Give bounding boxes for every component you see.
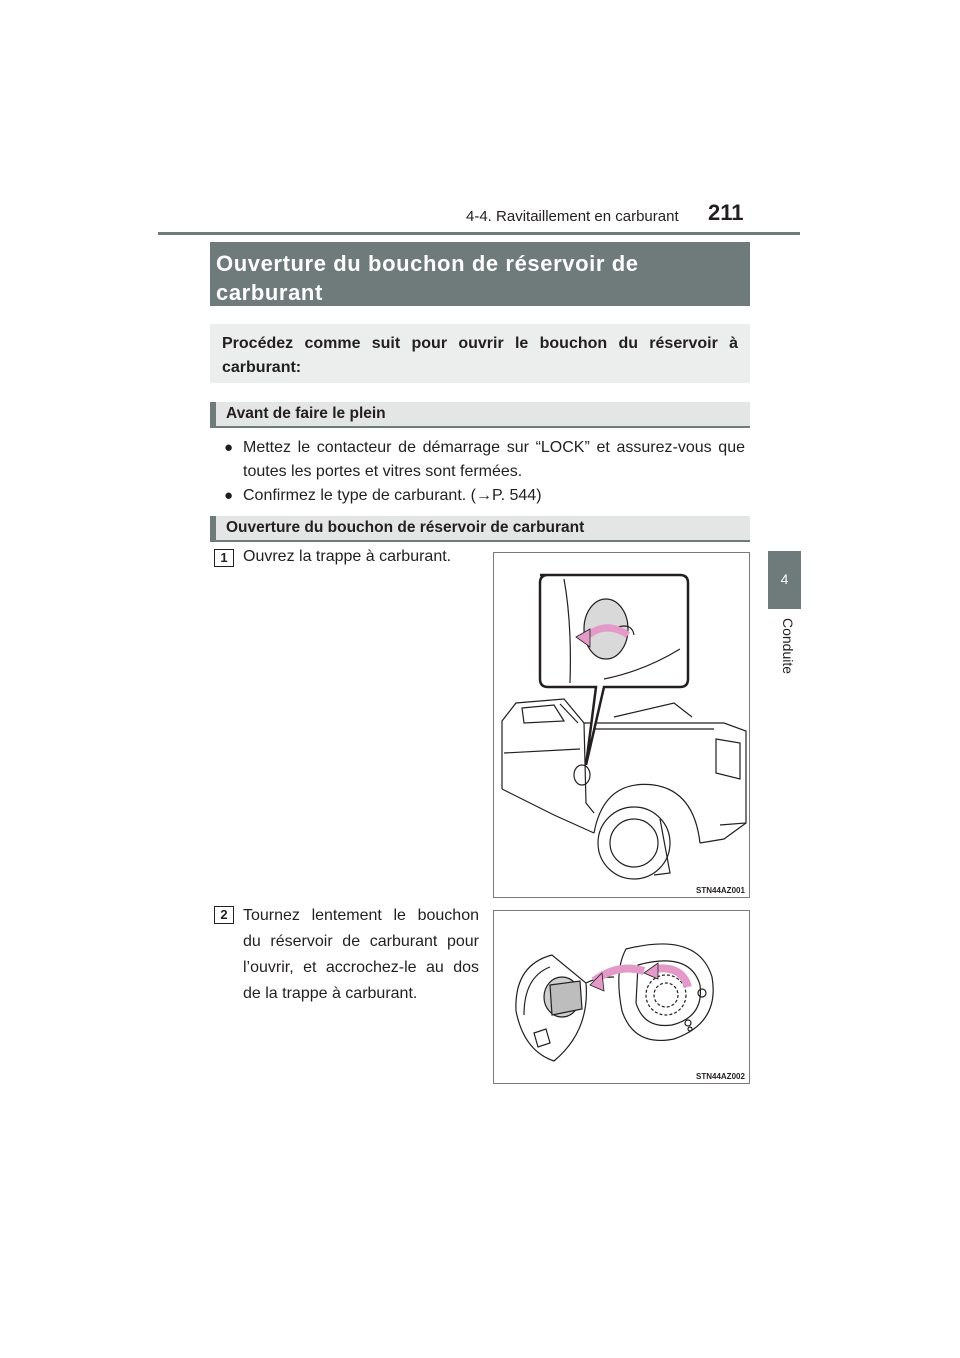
step-text: Ouvrez la trappe à carburant. [243,548,452,565]
header-divider [158,232,800,235]
fuel-cap-illustration [494,911,749,1083]
figure-code: STN44AZ001 [696,886,745,895]
bullet-text: Confirmez le type de carburant. (→P. 544) [243,487,542,504]
subheading-before-refuel: Avant de faire le plein [210,402,750,428]
step-number: 2 [214,906,234,924]
bullet-item [224,484,745,508]
bullet-text: Mettez le contacteur de démarrage sur “LOCK” et assurez-vous que toutes les portes et vitres sont fermées. [243,439,745,480]
step-text: Tournez lentement le bouchon du réservoir de carburant pour l’ouvrir, et accrochez-le au dos de la trappe à carburant. [243,907,479,1002]
section-title: 4-4. Ravitaillement en carburant [466,208,679,225]
bullet-item [224,436,745,484]
bullet-icon: ● [224,487,234,504]
subheading-opening-cap: Ouverture du bouchon de réservoir de carburant [210,516,750,542]
chapter-tab-number: 4 [780,571,789,587]
bullet-icon: ● [224,439,234,456]
page-number: 211 [708,200,744,225]
intro-text: Procédez comme suit pour ouvrir le bouchon du réservoir à carburant: [210,324,750,383]
truck-illustration [494,553,749,897]
figure-remove-cap [493,910,750,1084]
figure-open-fuel-door [493,552,750,898]
chapter-label: Conduite [780,618,796,675]
page-title: Ouverture du bouchon de réservoir de carburant [210,242,750,306]
step-number: 1 [214,549,234,567]
figure-code: STN44AZ002 [696,1072,745,1081]
